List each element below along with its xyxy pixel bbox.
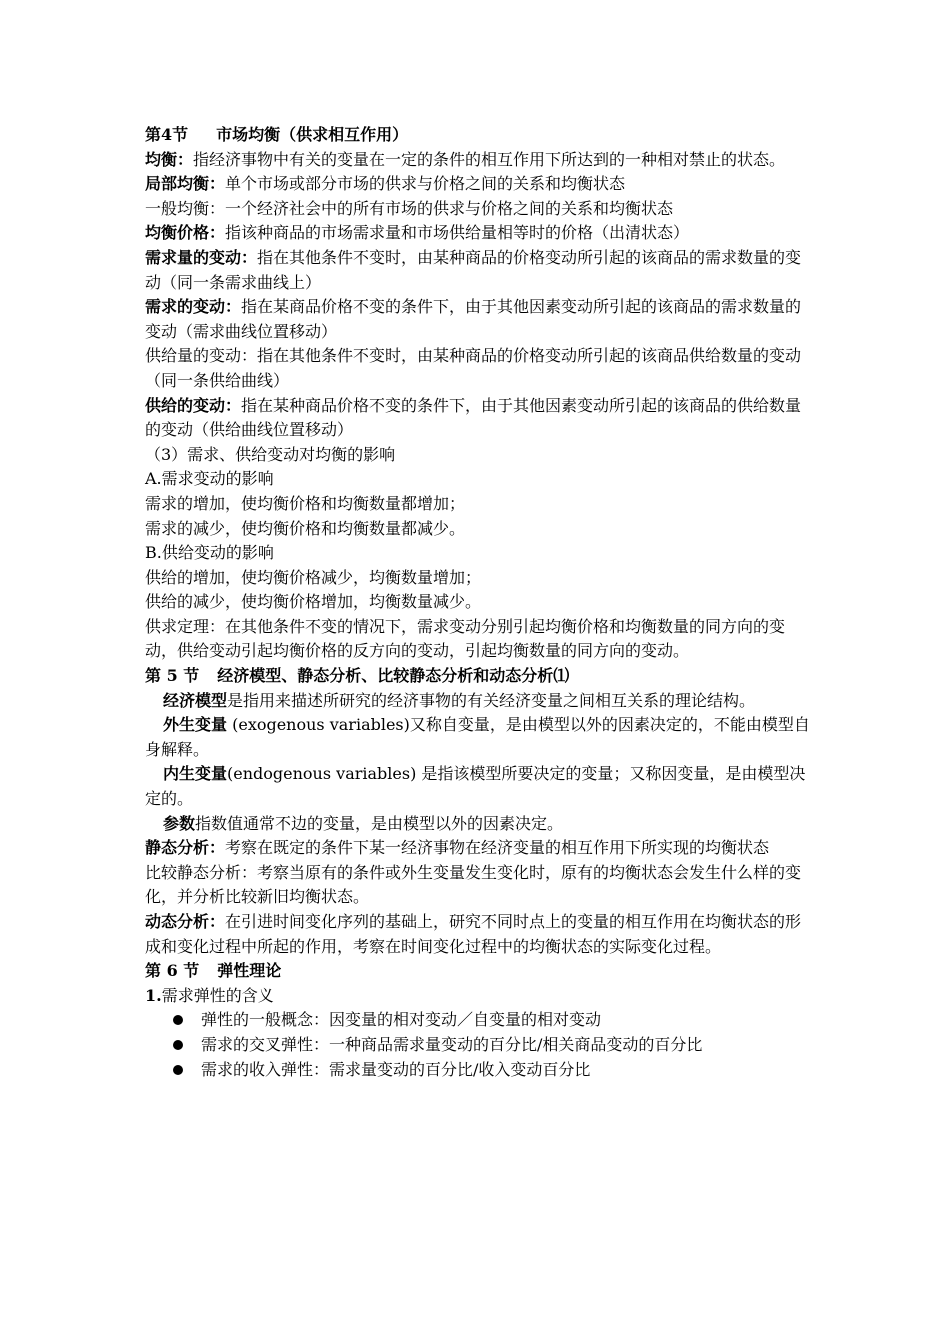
term-equilibrium: 均衡： — [145, 149, 194, 169]
section-6-heading — [145, 959, 810, 984]
para-supply-change: 供给的变动：指在某种商品价格不变的条件下，由于其他因素变动所引起的该商品的供给数量的变动（供给曲线位置移动） — [145, 395, 802, 440]
list-item: 弹性的一般概念：因变量的相对变动／自变量的相对变动 — [145, 1008, 810, 1033]
section-5-title: 经济模型、静态分析、比较静态分析和动态分析⑴ — [217, 666, 570, 686]
item-number: 1. — [145, 985, 162, 1005]
para-subheading-b: B.供给变动的影响 — [145, 543, 274, 563]
term-equilibrium-price: 均衡价格： — [145, 223, 226, 243]
section-4-number: 第4节 — [145, 125, 189, 144]
para-quantity-demanded-change: 需求量的变动：指在其他条件不变时，由某种商品的价格变动所引起的该商品的需求数量的变动（同一条需求曲线上） — [145, 247, 802, 292]
section-6-number: 第 6 节 — [145, 961, 200, 981]
para-dynamic-analysis: 动态分析：在引进时间变化序列的基础上，研究不同时点上的变量的相互作用在均衡状态的形成和变化过程中所起的作用，考察在时间变化过程中的均衡状态的实际变化过程。 — [145, 912, 802, 956]
term-economic-model: 经济模型 — [163, 690, 228, 710]
para-partial-equilibrium: 局部均衡：单个市场或部分市场的供求与价格之间的关系和均衡状态 — [145, 174, 626, 194]
para-demand-decrease: 需求的减少，使均衡价格和均衡数量都减少。 — [145, 518, 466, 538]
term-dynamic-analysis: 动态分析： — [145, 912, 226, 931]
term-partial-equilibrium: 局部均衡： — [145, 174, 226, 194]
para-law-of-supply-demand: 供求定理：在其他条件不变的情况下，需求变动分别引起均衡价格和均衡数量的同方向的变动，供给变动引起均衡价格的反方向的变动，引起均衡数量的同方向的变动。 — [145, 616, 786, 661]
para-demand-increase: 需求的增加，使均衡价格和均衡数量都增加； — [145, 493, 466, 513]
para-subheading-a: A.需求变动的影响 — [145, 469, 274, 489]
elasticity-bullet-list — [145, 1008, 810, 1082]
term-quantity-demanded-change: 需求量的变动： — [145, 247, 258, 267]
para-parameters: 参数指数值通常不边的变量，是由模型以外的因素决定。 — [163, 813, 564, 833]
term-parameters: 参数 — [163, 813, 196, 833]
section-4-title: 市场均衡（供求相互作用） — [216, 125, 409, 144]
para-demand-change: 需求的变动：指在某商品价格不变的条件下，由于其他因素变动所引起的该商品的需求数量的变动（需求曲线位置移动） — [145, 297, 802, 341]
section-6-title: 弹性理论 — [217, 961, 282, 981]
para-supply-decrease: 供给的减少，使均衡价格增加，均衡数量减少。 — [145, 592, 482, 612]
section-5-number: 第 5 节 — [145, 666, 200, 686]
para-elasticity-meaning: 1.需求弹性的含义 — [145, 985, 274, 1005]
list-item: 需求的交叉弹性：一种商品需求量变动的百分比/相关商品变动的百分比 — [145, 1033, 810, 1058]
bullet-icon — [173, 1040, 183, 1050]
bullet-icon — [173, 1015, 183, 1025]
para-general-equilibrium: 一般均衡：一个经济社会中的所有市场的供求与价格之间的关系和均衡状态 — [145, 198, 674, 218]
para-endogenous-variables: 内生变量(endogenous variables) 是指该模型所要决定的变量；又称因变量，是由模型决定的。 — [145, 764, 806, 809]
term-supply-change: 供给的变动： — [145, 395, 242, 415]
list-item: 需求的收入弹性：需求量变动的百分比/收入变动百分比 — [145, 1058, 810, 1083]
bullet-icon — [173, 1065, 183, 1075]
term-demand-change: 需求的变动： — [145, 297, 242, 317]
para-equilibrium: 均衡：指经济事物中有关的变量在一定的条件的相互作用下所达到的一种相对禁止的状态。 — [145, 149, 786, 169]
term-exogenous-variables: 外生变量 — [163, 715, 228, 735]
para-exogenous-variables: 外生变量 (exogenous variables)又称自变量，是由模型以外的因素决定的，不能由模型自身解释。 — [145, 715, 810, 759]
para-subheading-3: （3）需求、供给变动对均衡的影响 — [145, 444, 396, 464]
para-equilibrium-price: 均衡价格：指该种商品的市场需求量和市场供给量相等时的价格（出清状态） — [145, 223, 690, 243]
term-static-analysis: 静态分析： — [145, 838, 226, 858]
para-static-analysis: 静态分析：考察在既定的条件下某一经济事物在经济变量的相互作用下所实现的均衡状态 — [145, 838, 770, 858]
section-5-heading — [145, 664, 810, 689]
section-4-heading — [145, 123, 810, 148]
para-supply-increase: 供给的增加，使均衡价格减少，均衡数量增加； — [145, 567, 482, 587]
document-page — [145, 123, 810, 1082]
term-endogenous-variables: 内生变量 — [163, 764, 228, 784]
para-comparative-static-analysis: 比较静态分析：考察当原有的条件或外生变量发生变化时，原有的均衡状态会发生什么样的变化，并分析比较新旧均衡状态。 — [145, 862, 802, 907]
para-economic-model: 经济模型是指用来描述所研究的经济事物的有关经济变量之间相互关系的理论结构。 — [163, 690, 756, 710]
para-quantity-supplied-change: 供给量的变动：指在其他条件不变时，由某种商品的价格变动所引起的该商品供给数量的变动（同一条供给曲线） — [145, 346, 802, 390]
